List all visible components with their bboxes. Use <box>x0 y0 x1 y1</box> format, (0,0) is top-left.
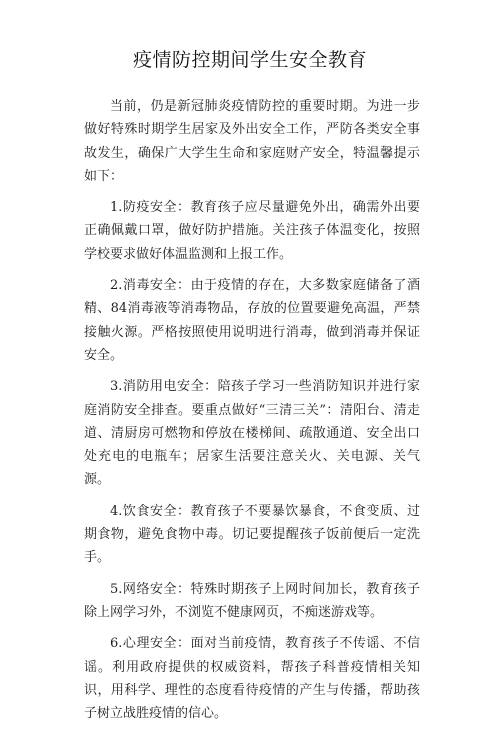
paragraph-disinfection-safety: 2.消毒安全：由于疫情的存在，大多数家庭储备了酒精、84消毒液等消毒物品，存放的位置要避免高温，严禁接触火源。严格按照使用说明进行消毒，做到消毒并保证安全。 <box>84 278 420 363</box>
document-title: 疫情防控期间学生安全教育 <box>132 49 367 71</box>
paragraph-psychological-safety: 6.心理安全：面对当前疫情，教育孩子不传谣、不信谣。利用政府提供的权威资料，帮孩子科普疫情相关知识，用科学、理性的态度看待疫情的产生与传播，帮助孩子树立战胜疫情的信心。 <box>84 636 420 722</box>
document-body <box>84 95 420 733</box>
intro-paragraph: 当前，仍是新冠肺炎疫情防控的重要时期。为进一步做好特殊时期学生居家及外出安全工作，严防各类安全事故发生，确保广大学生生命和家庭财产安全，特温馨提示如下： <box>84 99 420 184</box>
paragraph-epidemic-safety: 1.防疫安全：教育孩子应尽量避免外出，确需外出要正确佩戴口罩，做好防护措施。关注孩子体温变化，按照学校要求做好体温监测和上报工作。 <box>84 200 420 262</box>
paragraph-food-safety: 4.饮食安全：教育孩子不要暴饮暴食，不食变质、过期食物，避免食物中毒。切记要提醒孩子饭前便后一定洗手。 <box>84 503 420 566</box>
paragraph-internet-safety: 5.网络安全：特殊时期孩子上网时间加长，教育孩子除上网学习外，不浏览不健康网页，不痴迷游戏等。 <box>84 581 420 620</box>
paragraph-fire-electric-safety: 3.消防用电安全：陪孩子学习一些消防知识并进行家庭消防安全排查。要重点做好“三清三关”：清阳台、清走道、清厨房可燃物和停放在楼梯间、疏散通道、安全出口处充电的电瓶车；居家生活要注意关火、关电源、关气源。 <box>84 379 420 488</box>
